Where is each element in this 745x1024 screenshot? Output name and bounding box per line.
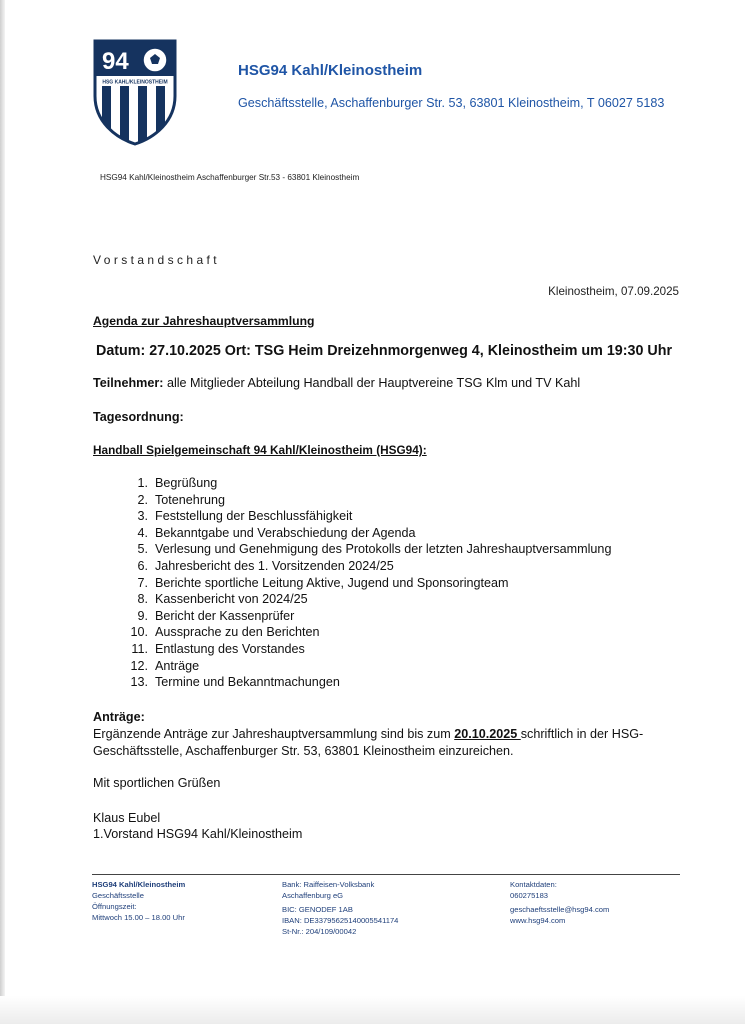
meeting-info: Datum: 27.10.2025 Ort: TSG Heim Dreizehnmorgenweg 4, Kleinostheim um 19:30 Uhr [96,343,673,359]
footer-email: geschaeftsstelle@hsg94.com [510,905,610,914]
logo-subtext: HSG KAHL/KLEINOSTHEIM [102,79,168,86]
club-name: HSG94 Kahl/Kleinostheim [238,62,423,79]
agenda-item: 10. Aussprache zu den Berichten [130,625,320,640]
agenda-title: Agenda zur Jahreshauptversammlung [93,314,315,328]
agenda-item: 2. Totenehrung [137,492,226,507]
motions-deadline: 20.10.2025 [454,727,521,741]
signer-name: Klaus Eubel [93,811,161,825]
club-address: Geschäftsstelle, Aschaffenburger Str. 53, 63801 Kleinostheim, T 06027 5183 [238,96,665,110]
logo-number: 94 [102,48,129,75]
agenda-item: 13. Termine und Bekanntmachungen [130,675,340,690]
participants-label: Teilnehmer: [93,376,164,390]
participants-text: alle Mitglieder Abteilung Handball der Hauptvereine TSG Klm und TV Kahl [163,376,581,390]
agenda-list [118,475,611,691]
closing-greeting: Mit sportlichen Grüßen [93,776,221,790]
club-logo [92,38,178,146]
department-label: Vorstandschaft [93,253,220,267]
page-edge-shadow [0,0,5,1024]
agenda-heading: Tagesordnung: [93,410,184,424]
agenda-item: 1. Begrüßung [137,476,218,490]
footer-divider [92,874,680,875]
signer-role: 1.Vorstand HSG94 Kahl/Kleinostheim [93,827,303,841]
agenda-item: 3. Feststellung der Beschlussfähigkeit [137,509,353,524]
participants-line [93,376,580,390]
agenda-item: 5. Verlesung und Genehmigung des Protokolls der letzten Jahreshauptversammlung [137,542,612,557]
agenda-item: 11. Entlastung des Vorstandes [131,641,305,656]
agenda-item: 4. Bekanntgabe und Verabschiedung der Agenda [137,525,416,540]
footer-club-info: HSG94 Kahl/Kleinostheim Geschäftsstelle Öffnungszeit: Mittwoch 15.00 – 18.00 Uhr [92,880,186,922]
footer-website: www.hsg94.com [510,916,566,925]
footer-contact-info: Kontaktdaten: 060275183 geschaeftsstelle@hsg94.com www.hsg94.com [510,880,610,925]
date-place: Kleinostheim, 07.09.2025 [548,285,679,298]
footer-bank-info: Bank: Raiffeisen-Volksbank Aschaffenburg eG BIC: GENODEF 1AB IBAN: DE33795625140005541174 St-Nr.: 204/109/00042 [282,880,399,936]
agenda-item: 6. Jahresbericht des 1. Vorsitzenden 2024/25 [137,558,394,573]
motions-text: Ergänzende Anträge zur Jahreshauptversammlung sind bis zum 20.10.2025 schriftlich in der HSG-Geschäftsstelle, Aschaffenburger Str. 53, 63801 Kleinostheim einzureichen. [93,727,644,758]
agenda-item: 9. Bericht der Kassenprüfer [137,608,295,623]
agenda-item: 8. Kassenbericht von 2024/25 [137,592,308,607]
agenda-item: 12. Anträge [130,658,200,673]
agenda-item: 7. Berichte sportliche Leitung Aktive, Jugend und Sponsoringteam [137,575,509,590]
organization-heading: Handball Spielgemeinschaft 94 Kahl/Kleinostheim (HSG94): [93,443,427,457]
page-bottom-shadow [0,996,745,1024]
motions-heading: Anträge: [93,710,145,724]
sender-address-line: HSG94 Kahl/Kleinostheim Aschaffenburger Str.53 - 63801 Kleinostheim [100,173,360,182]
